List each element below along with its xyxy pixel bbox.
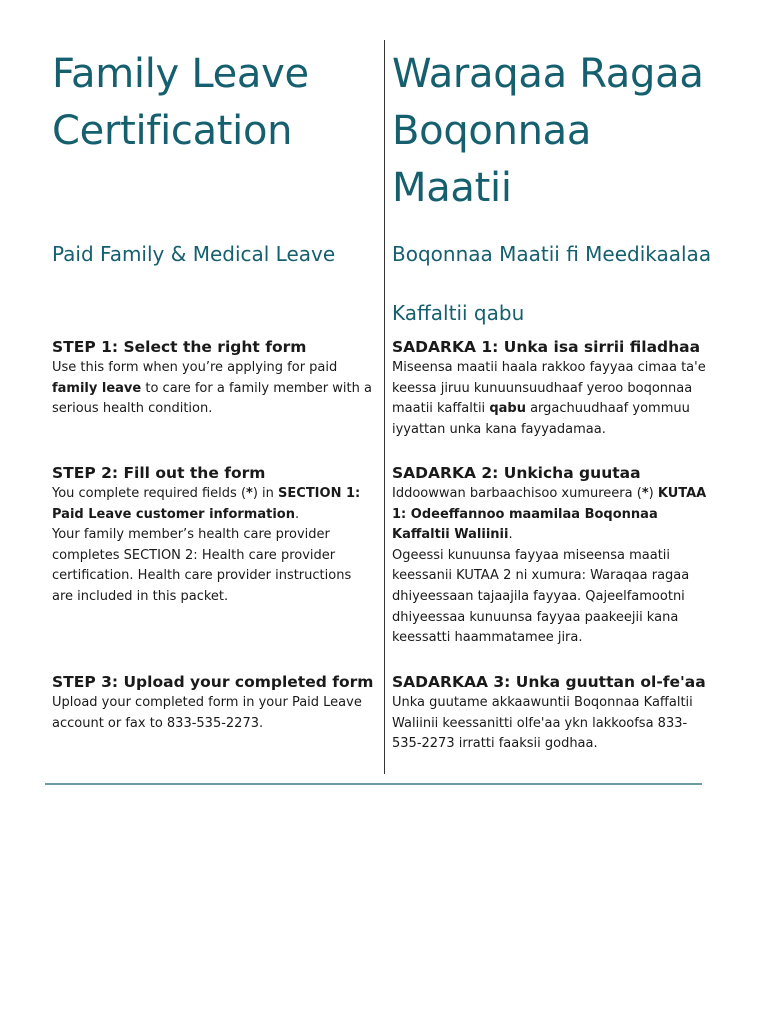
english-step3	[52, 671, 382, 734]
oromo-subtitle-line1: Boqonnaa Maatii fi Meedikaalaa	[392, 242, 712, 266]
english-title-line2: Certification	[52, 108, 293, 154]
english-subtitle: Paid Family & Medical Leave	[52, 242, 336, 266]
english-step2-bold: SECTION 1: Paid Leave customer information	[52, 486, 361, 522]
oromo-step2-star: *	[641, 486, 649, 501]
english-step1	[52, 336, 374, 420]
english-step1-body	[52, 358, 374, 420]
column-divider	[384, 40, 385, 774]
oromo-step2-body	[392, 484, 714, 546]
oromo-step2-heading: SADARKA 2: Unkicha guutaa	[392, 464, 641, 482]
english-title	[52, 46, 309, 160]
oromo-step2-text-b: )	[648, 486, 658, 501]
english-step2	[52, 462, 374, 608]
oromo-step2-body2: Ogeessi kunuunsa fayyaa miseensa maatii keessanii KUTAA 2 ni xumura: Waraqaa ragaa dhiyeessaan tajaajila fayyaa. Qajeelfamootni dhiyeessaa kunuunsa fayyaa paakeejii kana keessatti haammatamee jira.	[392, 547, 690, 646]
english-step2-text-a: You complete required fields (	[52, 486, 247, 501]
english-step3-heading: STEP 3: Upload your completed form	[52, 673, 374, 691]
oromo-step2-text-c: .	[508, 527, 513, 543]
english-step2-body2: Your family member’s health care provider completes SECTION 2: Health care provider certification. Health care provider instructions are included in this packet.	[52, 527, 352, 604]
english-step1-bold: family leave	[52, 380, 142, 396]
oromo-step1-body	[392, 358, 714, 440]
oromo-step3-body: Unka guutame akkaawuntii Boqonnaa Kaffaltii Waliinii keessanitti olfe'aa ykn lakkoofsa 833-535-2273 irratti faaksii godhaa.	[392, 695, 693, 752]
english-step2-body	[52, 484, 374, 525]
oromo-subtitle-line2: Kaffaltii qabu	[392, 301, 525, 325]
oromo-title	[392, 46, 704, 217]
english-title-line1: Family Leave	[52, 51, 309, 97]
oromo-step1-heading: SADARKA 1: Unka isa sirrii filadhaa	[392, 338, 701, 356]
oromo-step2	[392, 462, 714, 649]
english-step2-text-c: .	[294, 506, 300, 522]
english-step1-text-a: Use this form when you’re applying for paid	[52, 360, 338, 375]
english-step3-body: Upload your completed form in your Paid Leave account or fax to 833-535-2273.	[52, 695, 362, 731]
bottom-rule	[45, 783, 702, 785]
english-step1-heading: STEP 1: Select the right form	[52, 338, 307, 356]
english-step1-text-b: to care for a family member with a serious health condition.	[52, 380, 372, 417]
oromo-title-line2: Boqonnaa	[392, 108, 592, 154]
oromo-step1-text-a: Miseensa maatii haala rakkoo fayyaa cimaa ta'e keessa jiruu kunuunsuudhaaf yeroo boqonnaa maatii kaffaltii	[392, 360, 706, 417]
oromo-title-line3: Maatii	[392, 165, 512, 211]
oromo-step1	[392, 336, 714, 440]
oromo-step2-text-a: Iddoowwan barbaachisoo xumureera (	[392, 486, 642, 501]
english-step2-text-b: ) in	[252, 486, 279, 501]
oromo-step2-bold: KUTAA 1: Odeeffannoo maamilaa Boqonnaa Kaffaltii Waliinii	[392, 486, 707, 543]
oromo-step1-text-b: argachuudhaaf yommuu iyyattan unka kana fayyadamaa.	[392, 401, 690, 437]
english-step2-heading: STEP 2: Fill out the form	[52, 464, 266, 482]
oromo-step3-heading: SADARKAA 3: Unka guuttan ol-fe'aa	[392, 673, 706, 691]
oromo-step1-bold: qabu	[489, 401, 526, 417]
oromo-step3	[392, 671, 714, 755]
oromo-title-line1: Waraqaa Ragaa	[392, 51, 704, 97]
english-step2-star: *	[246, 486, 253, 501]
